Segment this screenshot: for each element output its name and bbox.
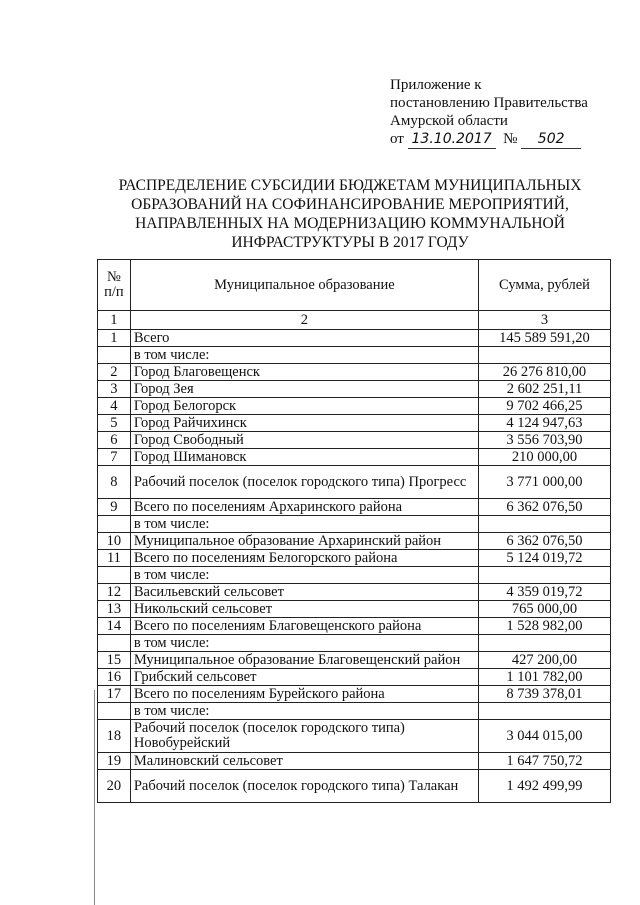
row-number: 6 [98,432,131,449]
row-number: 8 [98,466,131,499]
table-row [98,466,611,499]
column-index-row [98,311,611,330]
row-number: 7 [98,449,131,466]
municipality-name: Всего по поселениям Благовещенского района [130,618,478,635]
number-prefix: № [503,131,518,147]
row-number: 4 [98,398,131,415]
municipality-name: Муниципальное образование Благовещенский район [130,652,478,669]
municipality-name: Всего по поселениям Белогорского района [130,550,478,567]
table-row [98,720,611,753]
row-number: 10 [98,533,131,550]
row-number [98,567,131,584]
table-row [98,584,611,601]
header-number: № п/п [98,260,131,311]
subsidy-amount: 1 647 750,72 [478,753,610,770]
document-date: 13.10.2017 [408,130,496,149]
date-prefix: от [390,131,404,147]
row-number: 13 [98,601,131,618]
subsidy-amount: 1 492 499,99 [478,770,610,803]
municipality-name: Город Шимановск [130,449,478,466]
table-row [98,516,611,533]
municipality-name: Всего по поселениям Архаринского района [130,499,478,516]
municipality-name: Грибский сельсовет [130,669,478,686]
municipality-name: Рабочий поселок (поселок городского типа) Прогресс [130,466,478,499]
subsidy-amount: 1 528 982,00 [478,618,610,635]
municipality-name: в том числе: [130,635,478,652]
row-number: 16 [98,669,131,686]
index-cell: 2 [130,311,478,330]
row-number: 5 [98,415,131,432]
row-number: 1 [98,330,131,347]
table-row [98,686,611,703]
row-number: 14 [98,618,131,635]
appendix-line-3: Амурской области [390,113,508,129]
row-number: 3 [98,381,131,398]
subsidy-amount: 9 702 466,25 [478,398,610,415]
row-number [98,516,131,533]
subsidy-amount: 6 362 076,50 [478,499,610,516]
row-number: 18 [98,720,131,753]
table-row [98,432,611,449]
document-title: РАСПРЕДЕЛЕНИЕ СУБСИДИИ БЮДЖЕТАМ МУНИЦИПАЛЬНЫХ ОБРАЗОВАНИЙ НА СОФИНАНСИРОВАНИЕ МЕРОПРИЯТИЙ, НАПРАВЛЕННЫХ НА МОДЕРНИЗАЦИЮ КОММУНАЛЬНОЙ ИНФРАСТРУКТУРЫ В 2017 ГОДУ [118,177,582,251]
table-row [98,533,611,550]
subsidy-amount: 1 101 782,00 [478,669,610,686]
row-number: 11 [98,550,131,567]
appendix-date-line [390,130,588,149]
table-row [98,652,611,669]
row-number: 17 [98,686,131,703]
table-header-row [98,260,611,311]
municipality-name: в том числе: [130,347,478,364]
municipality-name: Рабочий поселок (поселок городского типа) Новобурейский [130,720,478,753]
table-row [98,703,611,720]
subsidy-amount [478,516,610,533]
municipality-name: Рабочий поселок (поселок городского типа) Талакан [130,770,478,803]
row-number: 19 [98,753,131,770]
row-number [98,347,131,364]
table-row [98,499,611,516]
table-row [98,753,611,770]
municipality-name: Город Зея [130,381,478,398]
header-sum: Сумма, рублей [478,260,610,311]
subsidy-amount [478,703,610,720]
index-cell: 3 [478,311,610,330]
table-row [98,381,611,398]
row-number: 12 [98,584,131,601]
subsidy-amount [478,635,610,652]
municipality-name: в том числе: [130,567,478,584]
municipality-name: Никольский сельсовет [130,601,478,618]
municipality-name: Малиновский сельсовет [130,753,478,770]
table-row [98,770,611,803]
municipality-name: Город Белогорск [130,398,478,415]
table-row [98,601,611,618]
municipality-name: в том числе: [130,703,478,720]
subsidy-amount: 8 739 378,01 [478,686,610,703]
subsidy-amount: 3 556 703,90 [478,432,610,449]
municipality-name: Всего [130,330,478,347]
subsidy-amount [478,347,610,364]
table-row [98,415,611,432]
table-row [98,347,611,364]
row-number [98,635,131,652]
appendix-block [390,76,588,149]
municipality-name: Васильевский сельсовет [130,584,478,601]
subsidy-amount: 3 044 015,00 [478,720,610,753]
index-cell: 1 [98,311,131,330]
margin-line [94,690,95,905]
subsidy-amount: 765 000,00 [478,601,610,618]
appendix-line-1: Приложение к [390,77,482,93]
row-number: 2 [98,364,131,381]
municipality-name: Город Райчихинск [130,415,478,432]
municipality-name: Всего по поселениям Бурейского района [130,686,478,703]
table-row [98,550,611,567]
subsidy-amount: 2 602 251,11 [478,381,610,398]
subsidy-table [97,259,611,803]
subsidy-amount: 145 589 591,20 [478,330,610,347]
subsidy-amount: 4 124 947,63 [478,415,610,432]
document-number: 502 [521,130,581,149]
municipality-name: Муниципальное образование Архаринский район [130,533,478,550]
subsidy-amount: 427 200,00 [478,652,610,669]
subsidy-amount [478,567,610,584]
table-row [98,398,611,415]
header-municipality: Муниципальное образование [130,260,478,311]
table-row [98,669,611,686]
table-row [98,330,611,347]
subsidy-amount: 210 000,00 [478,449,610,466]
table-row [98,449,611,466]
municipality-name: Город Благовещенск [130,364,478,381]
table-row [98,567,611,584]
row-number: 20 [98,770,131,803]
subsidy-amount: 6 362 076,50 [478,533,610,550]
table-row [98,635,611,652]
table-row [98,364,611,381]
row-number: 9 [98,499,131,516]
row-number [98,703,131,720]
table-row [98,618,611,635]
municipality-name: Город Свободный [130,432,478,449]
subsidy-amount: 4 359 019,72 [478,584,610,601]
row-number: 15 [98,652,131,669]
appendix-line-2: постановлению Правительства [390,95,588,111]
subsidy-amount: 3 771 000,00 [478,466,610,499]
subsidy-amount: 5 124 019,72 [478,550,610,567]
subsidy-amount: 26 276 810,00 [478,364,610,381]
municipality-name: в том числе: [130,516,478,533]
